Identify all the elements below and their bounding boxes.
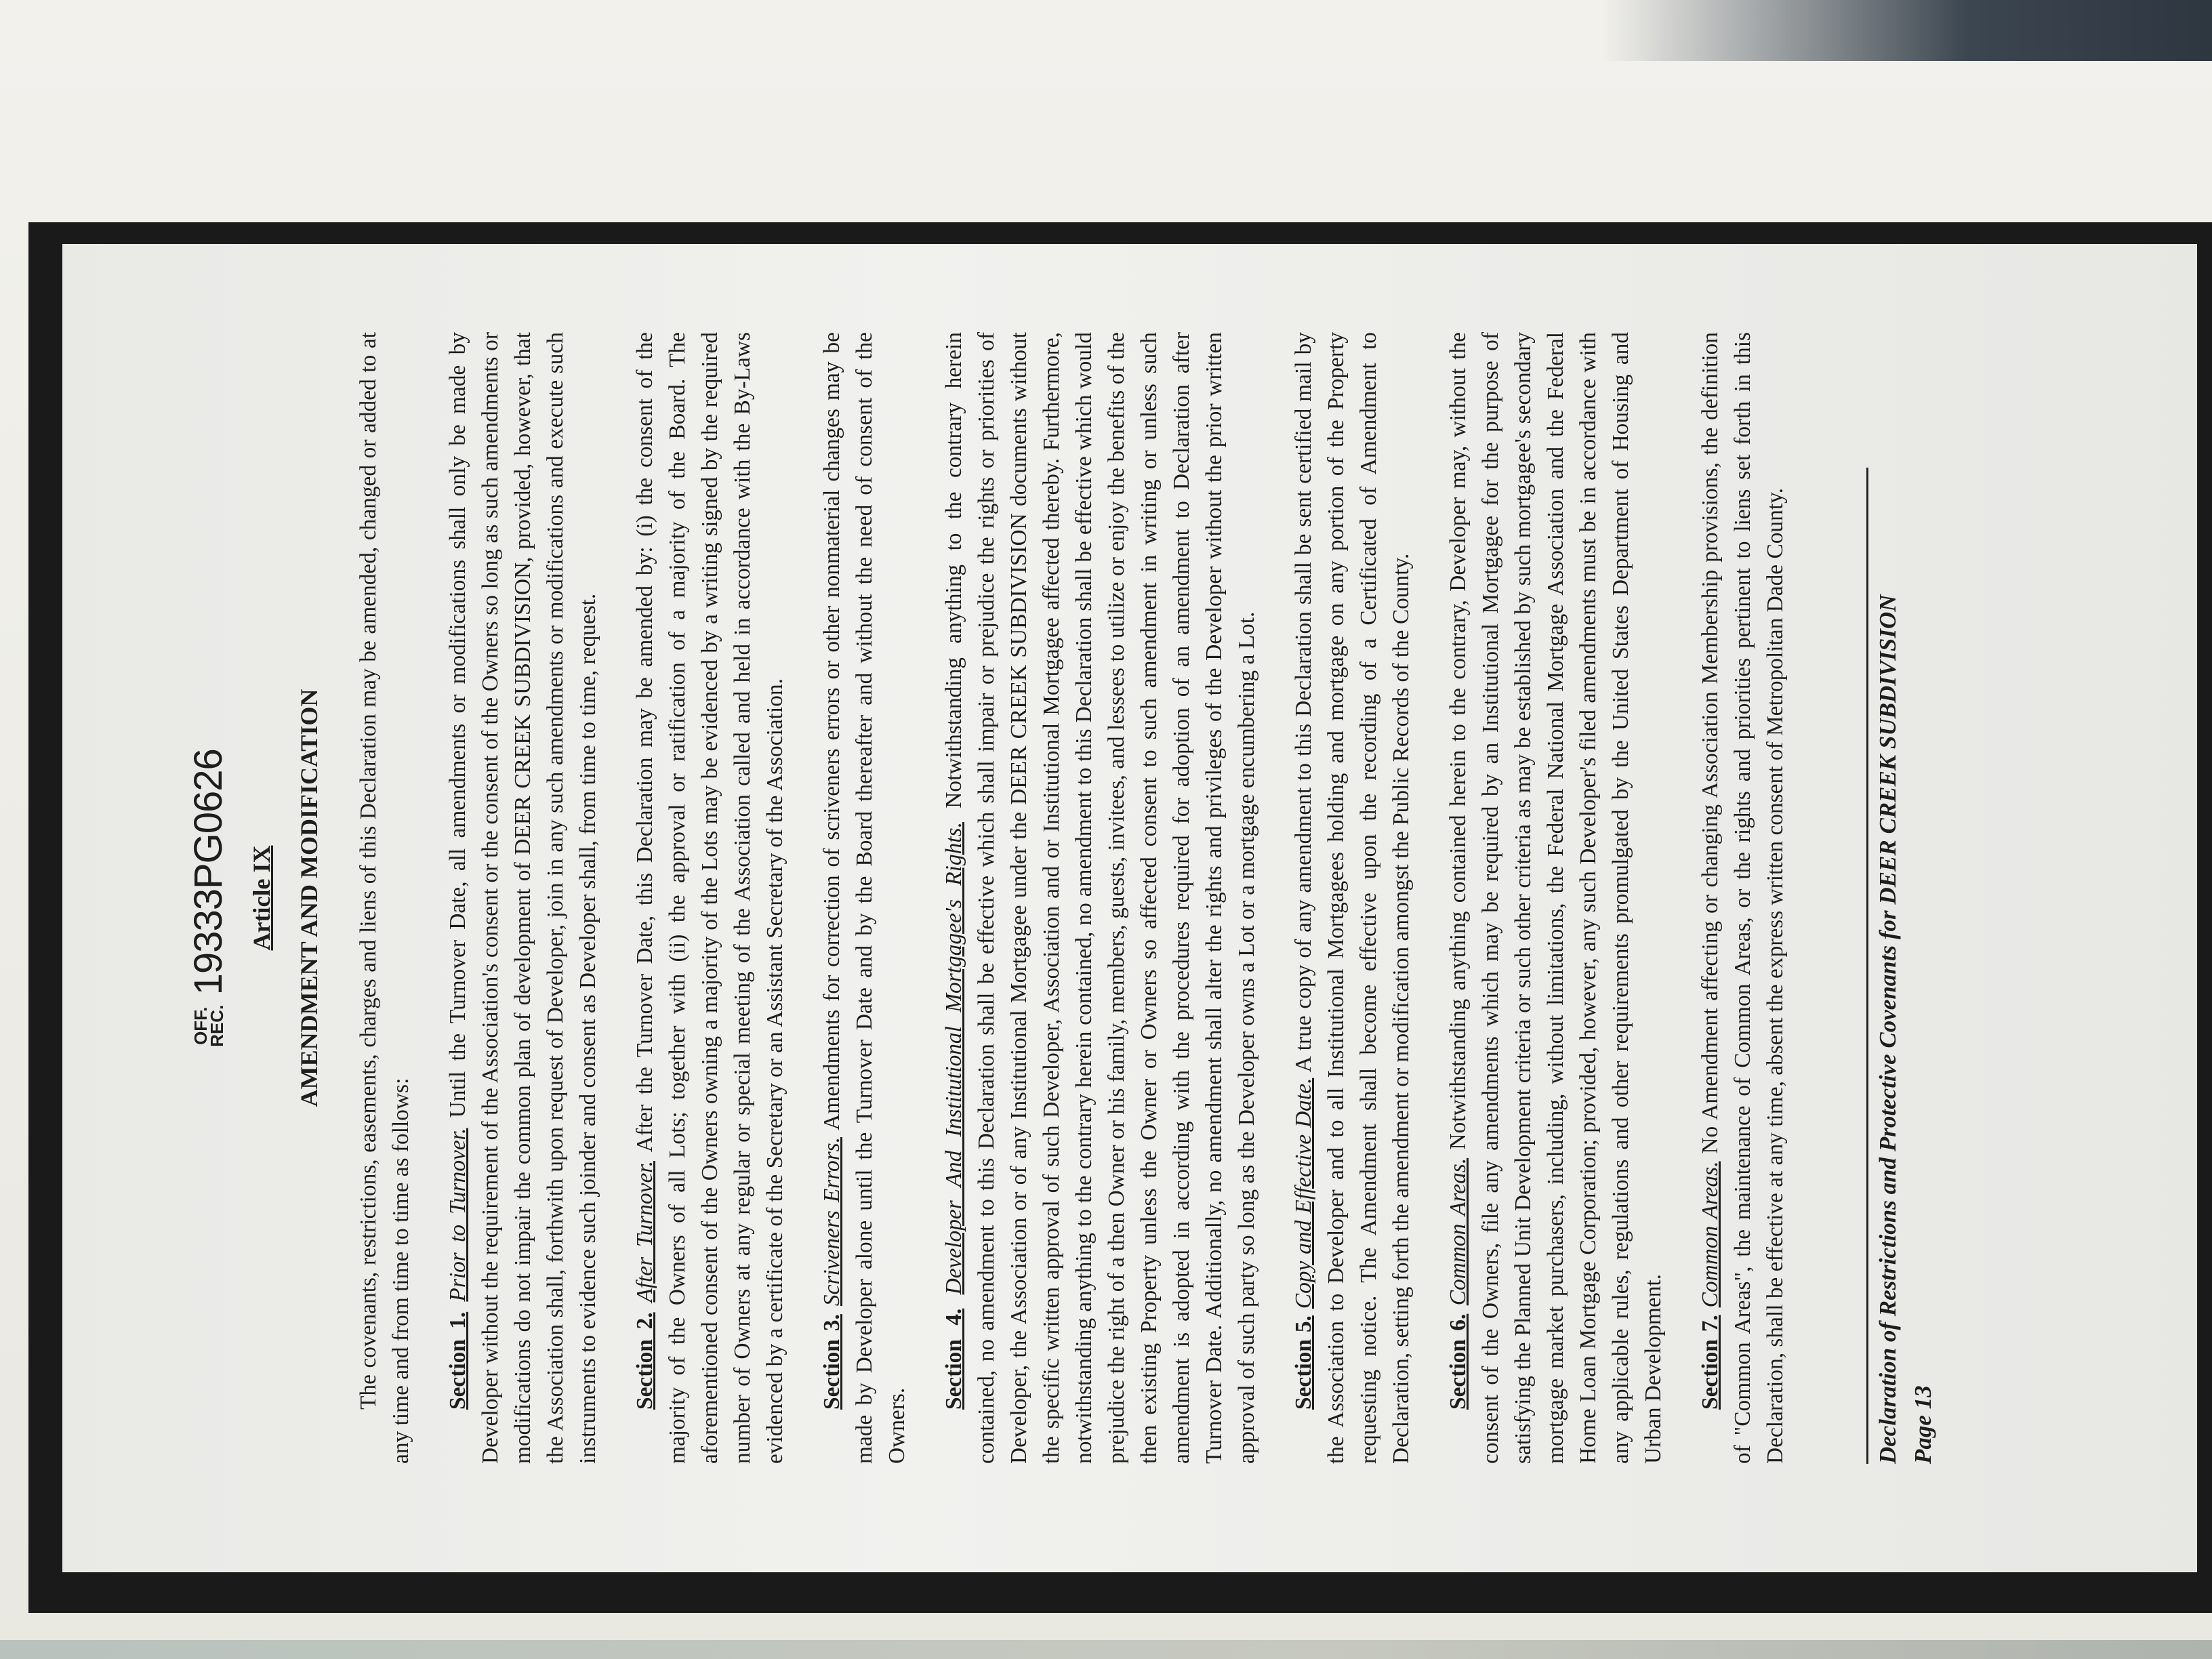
section-title: Common Areas. [1698, 1161, 1723, 1308]
dark-corner-shadow [1602, 0, 2212, 61]
section-paragraph [629, 332, 792, 1464]
book-page-number: 19333PG0626 [186, 749, 231, 996]
section-title: Prior to Turnover. [445, 1128, 471, 1302]
section-number: Section 2. [632, 1312, 658, 1410]
section-title: After Turnover. [632, 1161, 658, 1303]
intro-paragraph: The covenants, restrictions, easements, charges and liens of this Declaration may be amended, changed or added to at any time and from time to time as follows: [356, 332, 414, 1464]
section-body: Until the Turnover Date, all amendments or modifications shall only be made by Developer without the requirement of the Association's consent or the consent of the Owners so long as such amendments or modifications do not impair the common plan of development of DEER CREEK SUBDIVISION, provided, however, that the Association shall, forthwith upon request of Developer, join in any such amendments or modifications and execute such instruments to evidence such joinder and consent as Developer shall, from time to time, request. [445, 332, 601, 1464]
section-paragraph [938, 332, 1263, 1464]
article-title: AMENDMENT AND MODIFICATION [295, 689, 323, 1107]
section-number: Section 6. [1446, 1313, 1471, 1410]
off-rec-label: OFF. REC. [190, 1004, 228, 1047]
section-paragraph [1694, 332, 1792, 1464]
section-body: Notwithstanding anything to the contrary herein contained, no amendment to this Declaration shall be effective which shall impair or prejudice the rights or priorities of Developer, the Association or of any Institutional Mortgagee under the DEER CREEK SUBDIVISION documents without the specific written approval of such Developer, Association and or Institutional Mortgagee affected thereby. Furthermore, notwithstanding anything to the contrary herein contained, no amendment to this Declaration shall be effective which would prejudice the right of a then Owner or his family, members, guests, invitees, and lessees to utilize or enjoy the benefits of the then existing Property unless the Owner or Owners so affected consent to such amendment in writing or unless such amendment is adopted in according with the procedures required for adoption of an amendment to Declaration after Turnover Date. Additionally, no amendment shall alter the rights and privileges of the Developer without the prior written approval of such party so long as the Developer owns a Lot or a mortgage encumbering a Lot. [941, 331, 1260, 1464]
section-body: No Amendment affecting or changing Association Membership provisions, the definition of "Common Areas", the maintenance of Common Areas, or the rights and priorities pertinent to liens set forth in this Declaration, shall be effective at any time, absent the express written consent of Metropolitan Dade County. [1698, 332, 1788, 1464]
section-paragraph [1442, 332, 1670, 1464]
section-paragraph [442, 332, 605, 1464]
section-title: Developer And Institutional Mortgagee's Rights. [941, 822, 967, 1295]
section-title: Common Areas. [1446, 1158, 1471, 1306]
section-number: Section 3. [819, 1314, 845, 1410]
section-body: A true copy of any amendment to this Declaration shall be sent certified mail by the Association to Developer and to all Institutional Mortgagees holding and mortgage on any portion of the Property requesting notice. The Amendment shall become effective upon the recording of a Certificated of Amendment to Declaration, setting forth the amendment or modification amongst the Public Records of the County. [1291, 332, 1414, 1464]
section-title: Scriveners Errors. [819, 1136, 845, 1307]
rotated-document-content [62, 244, 2197, 1572]
section-paragraph [816, 332, 914, 1464]
document-page [62, 244, 2197, 1572]
section-title: Copy and Effective Date. [1291, 1078, 1317, 1309]
footer-page-number: Page 13 [1910, 1385, 1937, 1464]
section-number: Section 1. [445, 1311, 471, 1410]
section-body: Notwithstanding anything contained herein to the contrary, Developer may, without the consent of the Owners, file any amendments which may be required by an Institutional Mortgagee for the purpose of satisfying the Planned Unit Development criteria or such other criteria as may be established by such mortgagee's secondary mortgage market purchasers, including, without limitations, the Federal National Mortgage Association and the Federal Home Loan Mortgage Corporation; provided, however, any such Developer's filed amendments must be in accordance with any applicable rules, regulations and other requirements promulgated by the United States Department of Housing and Urban Development. [1446, 332, 1666, 1464]
section-number: Section 7. [1698, 1315, 1723, 1410]
recording-stamp [186, 332, 231, 1464]
section-body: After the Turnover Date, this Declaration may be amended by: (i) the consent of the majority of the Owners of all Lots; together with (ii) the approval or ratification of a majority of the Board. The aforementioned consent of the Owners owning a majority of the Lots may be evidenced by a writing signed by the required number of Owners at any regular or special meeting of the Association called and held in accordance with the By-Laws evidenced by a certificate of the Secretary or an Assistant Secretary of the Association. [632, 332, 788, 1464]
article-number: Article IX [248, 845, 276, 951]
section-number: Section 4. [941, 1308, 967, 1410]
section-paragraph [1288, 332, 1418, 1464]
footer-title: Declaration of Restrictions and Protective Covenants for DEER CREEK SUBDIVISION [1875, 594, 1902, 1464]
section-body: Amendments for correction of scriveners errors or other nonmaterial changes may be made by Developer alone until the Turnover Date and by the Board thereafter and without the need of consent of the Owners. [819, 332, 910, 1464]
section-number: Section 5. [1291, 1315, 1317, 1410]
footer-rule [1866, 468, 1868, 1464]
